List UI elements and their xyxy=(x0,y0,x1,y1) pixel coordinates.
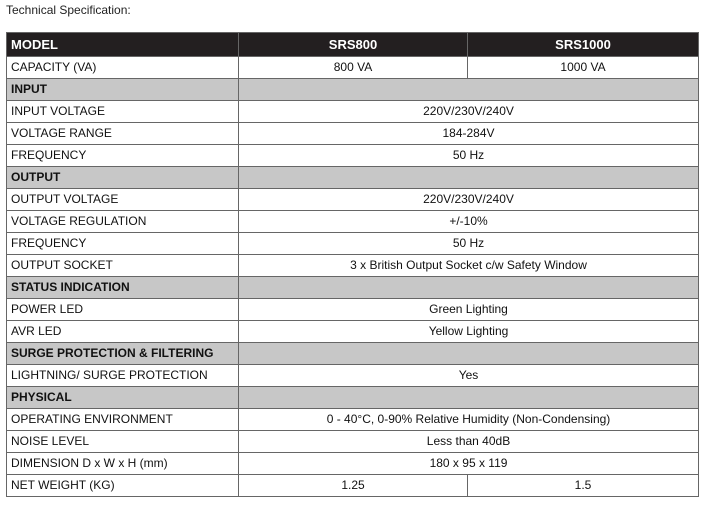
table-row xyxy=(7,145,699,167)
section-row xyxy=(7,167,699,189)
row-value: 1.25 xyxy=(239,475,468,497)
table-row xyxy=(7,189,699,211)
row-label: OUTPUT VOLTAGE xyxy=(7,189,239,211)
row-label: POWER LED xyxy=(7,299,239,321)
table-row xyxy=(7,431,699,453)
row-value: Yellow Lighting xyxy=(239,321,699,343)
table-row xyxy=(7,233,699,255)
model-srs800: SRS800 xyxy=(239,33,468,57)
header-label: MODEL xyxy=(7,33,239,57)
table-row xyxy=(7,321,699,343)
table-row xyxy=(7,211,699,233)
table-row xyxy=(7,255,699,277)
row-value: Green Lighting xyxy=(239,299,699,321)
row-value: 1.5 xyxy=(468,475,699,497)
row-label: OPERATING ENVIRONMENT xyxy=(7,409,239,431)
section-title: STATUS INDICATION xyxy=(7,277,239,299)
row-label: DIMENSION D x W x H (mm) xyxy=(7,453,239,475)
table-row xyxy=(7,299,699,321)
row-value: +/-10% xyxy=(239,211,699,233)
row-label: CAPACITY (VA) xyxy=(7,57,239,79)
table-row xyxy=(7,101,699,123)
row-value: Less than 40dB xyxy=(239,431,699,453)
row-label: FREQUENCY xyxy=(7,233,239,255)
row-value: 3 x British Output Socket c/w Safety Window xyxy=(239,255,699,277)
row-value: 800 VA xyxy=(239,57,468,79)
row-label: NOISE LEVEL xyxy=(7,431,239,453)
table-row xyxy=(7,453,699,475)
page-heading: Technical Specification: xyxy=(6,3,131,17)
row-label: VOLTAGE RANGE xyxy=(7,123,239,145)
row-value: 180 x 95 x 119 xyxy=(239,453,699,475)
table-row xyxy=(7,365,699,387)
row-label: VOLTAGE REGULATION xyxy=(7,211,239,233)
section-row xyxy=(7,79,699,101)
section-row xyxy=(7,387,699,409)
row-value: 50 Hz xyxy=(239,145,699,167)
row-value: Yes xyxy=(239,365,699,387)
section-row xyxy=(7,277,699,299)
row-value: 0 - 40°C, 0-90% Relative Humidity (Non-Condensing) xyxy=(239,409,699,431)
row-label: NET WEIGHT (KG) xyxy=(7,475,239,497)
row-value: 1000 VA xyxy=(468,57,699,79)
table-header-row xyxy=(7,33,699,57)
row-label: FREQUENCY xyxy=(7,145,239,167)
row-label: INPUT VOLTAGE xyxy=(7,101,239,123)
row-value: 220V/230V/240V xyxy=(239,101,699,123)
section-title: INPUT xyxy=(7,79,239,101)
table-row xyxy=(7,409,699,431)
row-label: LIGHTNING/ SURGE PROTECTION xyxy=(7,365,239,387)
row-label: OUTPUT SOCKET xyxy=(7,255,239,277)
spec-table xyxy=(6,32,699,497)
row-label: AVR LED xyxy=(7,321,239,343)
row-value: 184-284V xyxy=(239,123,699,145)
table-row xyxy=(7,123,699,145)
section-row xyxy=(7,343,699,365)
row-value: 220V/230V/240V xyxy=(239,189,699,211)
table-row xyxy=(7,57,699,79)
row-value: 50 Hz xyxy=(239,233,699,255)
section-title: OUTPUT xyxy=(7,167,239,189)
section-title: PHYSICAL xyxy=(7,387,239,409)
model-srs1000: SRS1000 xyxy=(468,33,699,57)
section-title: SURGE PROTECTION & FILTERING xyxy=(7,343,239,365)
table-row xyxy=(7,475,699,497)
